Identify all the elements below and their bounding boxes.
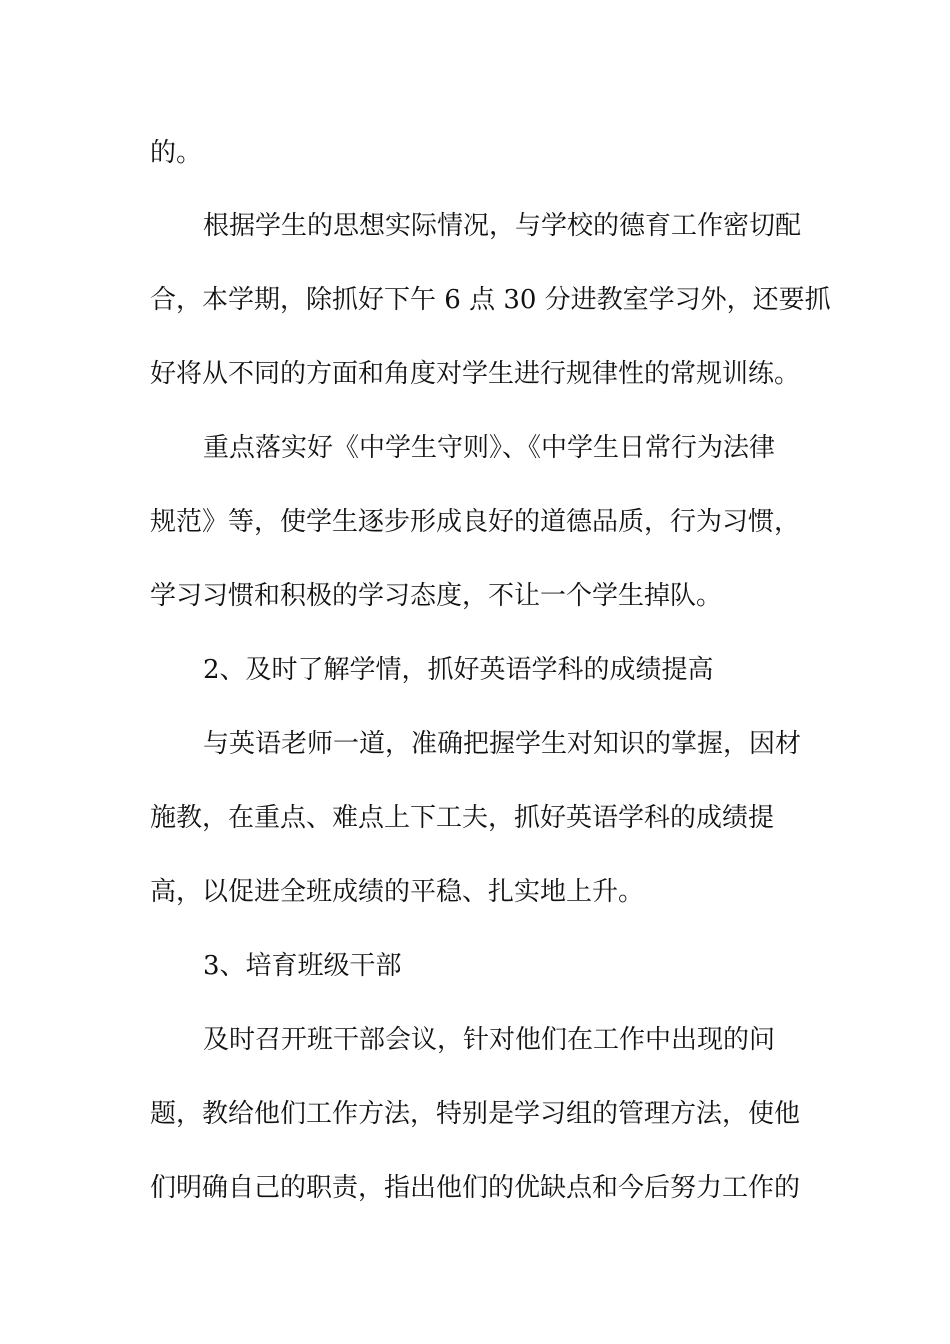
section-heading-3: 3、培育班级干部 [203, 951, 402, 981]
text-line-1: 的。 [150, 138, 203, 168]
text-line-4: 好将从不同的方面和角度对学生进行规律性的常规训练。 [150, 359, 801, 389]
text-line-6: 规范》等，使学生逐步形成良好的道德品质，行为习惯， [150, 507, 801, 537]
text-line-10: 施教，在重点、难点上下工夫，抓好英语学科的成绩提 [150, 803, 775, 833]
text-line-11: 高，以促进全班成绩的平稳、扎实地上升。 [150, 877, 645, 907]
text-line-9: 与英语老师一道，准确把握学生对知识的掌握，因材 [203, 729, 802, 759]
text-line-14: 题，教给他们工作方法，特别是学习组的管理方法，使他 [150, 1099, 801, 1129]
section-heading-2: 2、及时了解学情，抓好英语学科的成绩提高 [203, 655, 714, 685]
text-line-15: 们明确自己的职责，指出他们的优缺点和今后努力工作的 [150, 1173, 801, 1203]
text-line-5: 重点落实好《中学生守则》、《中学生日常行为法律 [203, 433, 776, 463]
text-line-2: 根据学生的思想实际情况，与学校的德育工作密切配 [203, 211, 802, 241]
text-line-13: 及时召开班干部会议，针对他们在工作中出现的问 [203, 1025, 776, 1055]
text-line-3: 合，本学期，除抓好下午 6 点 30 分进教室学习外，还要抓 [150, 285, 831, 315]
text-line-7: 学习习惯和积极的学习态度，不让一个学生掉队。 [150, 581, 723, 611]
